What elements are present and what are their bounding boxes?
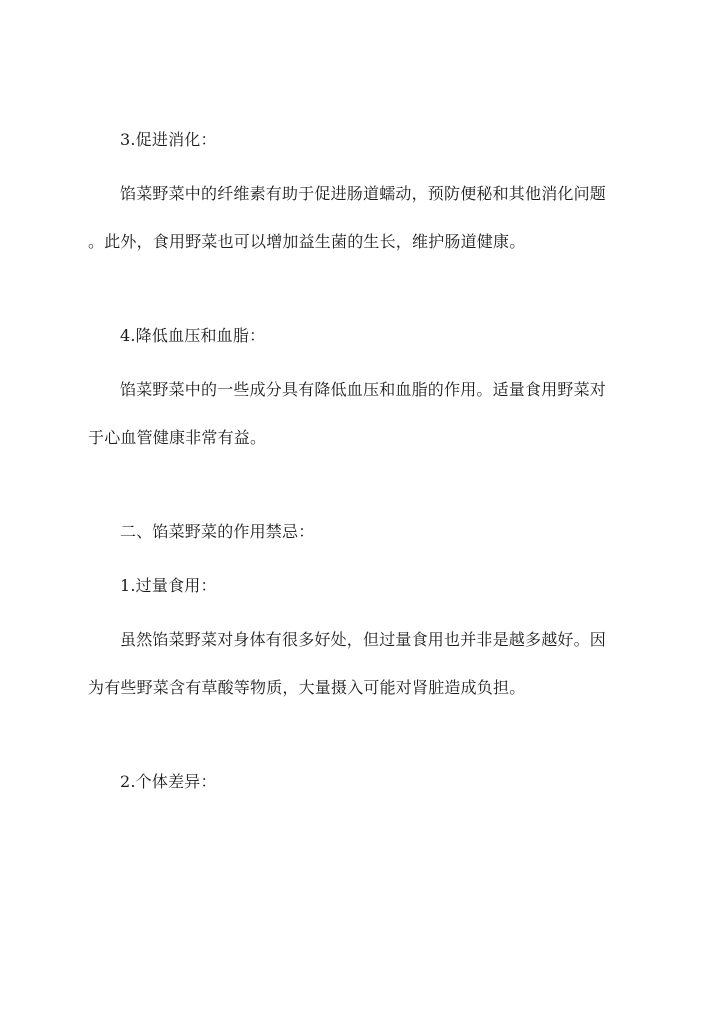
paragraph-overeating-line-2: 为有些野菜含有草酸等物质，大量摄入可能对肾脏造成负担。 [88, 678, 526, 697]
section-heading-digestion: 3.促进消化： [120, 130, 217, 149]
section-heading-blood-pressure: 4.降低血压和血脂： [120, 326, 266, 345]
subsection-heading-individual-differences: 2.个体差异： [120, 772, 217, 791]
section-heading-taboos: 二、馅菜野菜的作用禁忌： [120, 522, 315, 541]
paragraph-digestion-line-1: 馅菜野菜中的纤维素有助于促进肠道蠕动，预防便秘和其他消化问题 [120, 184, 607, 203]
paragraph-blood-pressure-line-2: 于心血管健康非常有益。 [88, 428, 267, 447]
paragraph-digestion-line-2: 。此外，食用野菜也可以增加益生菌的生长，维护肠道健康。 [88, 232, 526, 251]
paragraph-overeating-line-1: 虽然馅菜野菜对身体有很多好处，但过量食用也并非是越多越好。因 [120, 630, 607, 649]
subsection-heading-overeating: 1.过量食用： [120, 576, 217, 595]
paragraph-blood-pressure-line-1: 馅菜野菜中的一些成分具有降低血压和血脂的作用。适量食用野菜对 [120, 380, 607, 399]
